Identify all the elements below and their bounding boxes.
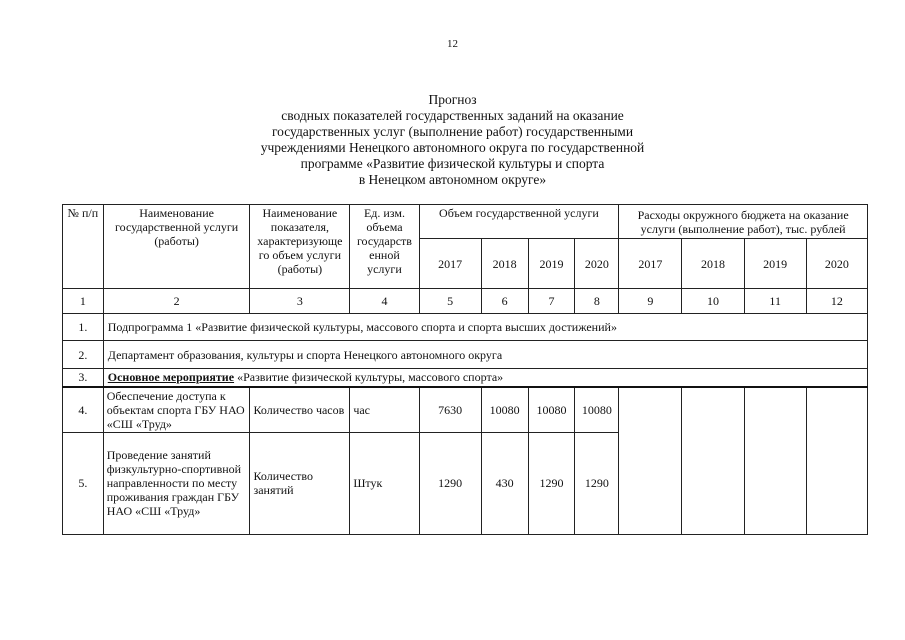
header-year: 2019 [744,239,806,289]
header-year: 2020 [575,239,619,289]
title-line: сводных показателей государственных заданий на оказание [281,108,624,123]
header-indicator: Наименование показателя, характеризующе го объем услуги (работы) [250,205,350,289]
col-number: 7 [528,289,575,314]
col-number: 8 [575,289,619,314]
row-unit: час [350,387,419,433]
header-year: 2018 [682,239,744,289]
row-service: Проведение занятий физкультурно-спортивной направленности по месту проживания граждан ГБУ НАО «СШ «Труд» [103,432,250,534]
row-indicator: Количество занятий [250,432,350,534]
row-volume: 7630 [419,387,481,433]
forecast-table [62,204,868,535]
section-subprogram: Подпрограмма 1 «Развитие физической культуры, массового спорта и спорта высших достижений» [103,314,867,341]
section-department: Департамент образования, культуры и спорта Ненецкого автономного округа [103,341,867,369]
row-expense [682,387,744,535]
col-number: 12 [806,289,867,314]
col-number: 2 [103,289,250,314]
row-num: 5. [63,432,104,534]
header-year: 2019 [528,239,575,289]
col-number: 10 [682,289,744,314]
col-number: 11 [744,289,806,314]
header-year: 2018 [481,239,528,289]
col-number: 6 [481,289,528,314]
title-line: программе «Развитие физической культуры и спорта [300,156,605,171]
header-num: № п/п [63,205,104,289]
row-volume: 1290 [528,432,575,534]
row-volume: 1290 [419,432,481,534]
header-service: Наименование государственной услуги (работы) [103,205,250,289]
col-number: 5 [419,289,481,314]
header-unit: Ед. изм. объема государств енной услуги [350,205,419,289]
event-text: «Развитие физической культуры, массового спорта» [234,370,504,385]
row-volume: 1290 [575,432,619,534]
section-num: 1. [63,314,104,341]
header-expense-group: Расходы окружного бюджета на оказание услуги (выполнение работ), тыс. рублей [619,205,868,239]
row-unit: Штук [350,432,419,534]
row-volume: 10080 [575,387,619,433]
page-number: 12 [447,38,458,50]
title-line: Прогноз [428,92,477,107]
header-year: 2017 [619,239,682,289]
header-year: 2020 [806,239,867,289]
document-title [0,92,905,188]
row-num: 4. [63,387,104,433]
row-indicator: Количество часов [250,387,350,433]
row-expense [619,387,682,535]
col-number: 4 [350,289,419,314]
header-volume-group: Объем государственной услуги [419,205,619,239]
section-num: 2. [63,341,104,369]
header-year: 2017 [419,239,481,289]
event-num: 3. [63,369,104,387]
col-number: 3 [250,289,350,314]
col-number: 1 [63,289,104,314]
title-line: в Ненецком автономном округе» [358,172,547,187]
title-line: государственных услуг (выполнение работ) государственными [271,124,634,139]
row-volume: 430 [481,432,528,534]
row-service: Обеспечение доступа к объектам спорта ГБУ НАО «СШ «Труд» [103,387,250,433]
row-volume: 10080 [481,387,528,433]
row-expense [744,387,806,535]
title-line: учреждениями Ненецкого автономного округа по государственной [260,140,645,155]
event-title [103,369,867,387]
event-label: Основное мероприятие [107,370,235,385]
row-expense [806,387,867,535]
col-number: 9 [619,289,682,314]
row-volume: 10080 [528,387,575,433]
